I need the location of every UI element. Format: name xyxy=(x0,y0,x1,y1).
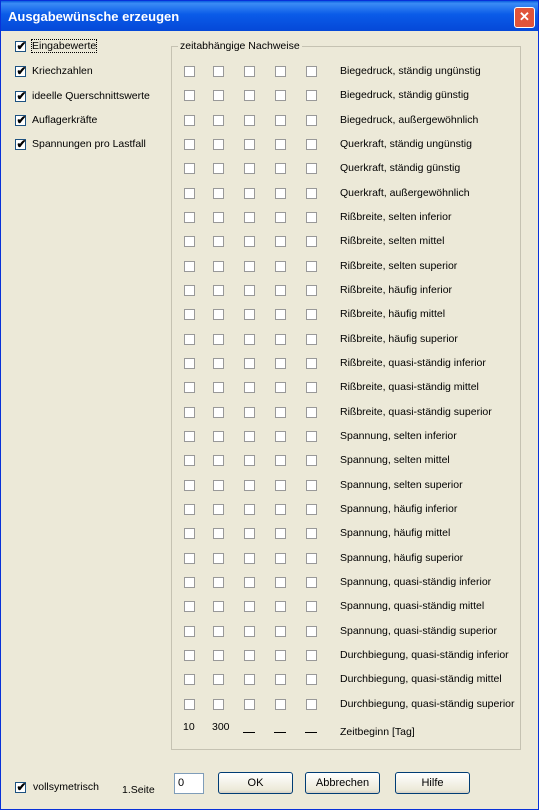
grid-checkbox[interactable] xyxy=(244,139,255,150)
grid-checkbox[interactable] xyxy=(184,115,195,126)
grid-checkbox[interactable] xyxy=(306,528,317,539)
grid-checkbox[interactable] xyxy=(213,236,224,247)
grid-checkbox[interactable] xyxy=(306,407,317,418)
hilfe-button[interactable]: Hilfe xyxy=(395,772,470,794)
row-label: Biegedruck, außergewöhnlich xyxy=(340,114,479,126)
left-option-checkbox[interactable] xyxy=(15,139,26,150)
grid-checkbox[interactable] xyxy=(275,674,286,685)
grid-checkbox[interactable] xyxy=(184,66,195,77)
grid-checkbox[interactable] xyxy=(213,261,224,272)
grid-checkbox[interactable] xyxy=(275,285,286,296)
grid-checkbox[interactable] xyxy=(244,285,255,296)
time-value[interactable]: 300 xyxy=(212,721,230,733)
seite-input[interactable]: 0 xyxy=(174,773,204,794)
seite-label: 1.Seite xyxy=(122,784,155,796)
grid-checkbox[interactable] xyxy=(184,309,195,320)
grid-checkbox[interactable] xyxy=(244,212,255,223)
time-empty-dash[interactable] xyxy=(305,732,317,733)
grid-checkbox[interactable] xyxy=(213,115,224,126)
grid-checkbox[interactable] xyxy=(213,431,224,442)
grid-checkbox[interactable] xyxy=(275,309,286,320)
grid-checkbox[interactable] xyxy=(184,334,195,345)
grid-checkbox[interactable] xyxy=(213,504,224,515)
row-label: Durchbiegung, quasi-ständig inferior xyxy=(340,649,509,661)
grid-checkbox[interactable] xyxy=(306,553,317,564)
grid-checkbox[interactable] xyxy=(213,601,224,612)
grid-checkbox[interactable] xyxy=(184,480,195,491)
grid-checkbox[interactable] xyxy=(213,528,224,539)
grid-checkbox[interactable] xyxy=(184,188,195,199)
row-label: Rißbreite, häufig mittel xyxy=(340,308,446,320)
row-label: Spannung, quasi-ständig inferior xyxy=(340,576,492,588)
grid-checkbox[interactable] xyxy=(275,480,286,491)
grid-checkbox[interactable] xyxy=(306,504,317,515)
grid-checkbox[interactable] xyxy=(275,601,286,612)
grid-checkbox[interactable] xyxy=(275,455,286,466)
grid-checkbox[interactable] xyxy=(184,650,195,661)
grid-checkbox[interactable] xyxy=(275,261,286,272)
grid-checkbox[interactable] xyxy=(244,261,255,272)
grid-checkbox[interactable] xyxy=(244,382,255,393)
check-icon: ✔ xyxy=(16,137,27,151)
row-label: Spannung, häufig mittel xyxy=(340,527,451,539)
grid-checkbox[interactable] xyxy=(275,139,286,150)
grid-checkbox[interactable] xyxy=(275,577,286,588)
grid-checkbox[interactable] xyxy=(184,504,195,515)
grid-checkbox[interactable] xyxy=(184,455,195,466)
grid-checkbox[interactable] xyxy=(306,431,317,442)
grid-checkbox[interactable] xyxy=(244,90,255,101)
grid-checkbox[interactable] xyxy=(244,309,255,320)
grid-checkbox[interactable] xyxy=(306,577,317,588)
grid-checkbox[interactable] xyxy=(306,309,317,320)
grid-checkbox[interactable] xyxy=(275,431,286,442)
grid-checkbox[interactable] xyxy=(244,674,255,685)
grid-checkbox[interactable] xyxy=(244,236,255,247)
grid-checkbox[interactable] xyxy=(244,334,255,345)
grid-checkbox[interactable] xyxy=(275,115,286,126)
left-option-label: ideelle Querschnittswerte xyxy=(32,90,150,102)
vollsymetrisch-label: vollsymetrisch xyxy=(33,781,99,793)
grid-checkbox[interactable] xyxy=(184,285,195,296)
grid-checkbox[interactable] xyxy=(184,382,195,393)
grid-checkbox[interactable] xyxy=(306,139,317,150)
left-option-checkbox[interactable] xyxy=(15,66,26,77)
grid-checkbox[interactable] xyxy=(184,553,195,564)
grid-checkbox[interactable] xyxy=(213,66,224,77)
grid-checkbox[interactable] xyxy=(213,455,224,466)
grid-checkbox[interactable] xyxy=(306,285,317,296)
grid-checkbox[interactable] xyxy=(306,382,317,393)
grid-checkbox[interactable] xyxy=(244,163,255,174)
row-label: Rißbreite, selten mittel xyxy=(340,235,445,247)
left-option-label: Spannungen pro Lastfall xyxy=(32,138,146,150)
grid-checkbox[interactable] xyxy=(213,358,224,369)
row-label: Durchbiegung, quasi-ständig mittel xyxy=(340,673,502,685)
grid-checkbox[interactable] xyxy=(184,261,195,272)
grid-checkbox[interactable] xyxy=(306,115,317,126)
grid-checkbox[interactable] xyxy=(213,334,224,345)
grid-checkbox[interactable] xyxy=(213,626,224,637)
grid-checkbox[interactable] xyxy=(213,309,224,320)
grid-checkbox[interactable] xyxy=(184,139,195,150)
grid-checkbox[interactable] xyxy=(213,480,224,491)
left-option-label: Kriechzahlen xyxy=(32,65,93,77)
grid-checkbox[interactable] xyxy=(306,601,317,612)
grid-checkbox[interactable] xyxy=(306,699,317,710)
grid-checkbox[interactable] xyxy=(213,285,224,296)
grid-checkbox[interactable] xyxy=(275,626,286,637)
grid-checkbox[interactable] xyxy=(244,66,255,77)
grid-checkbox[interactable] xyxy=(184,626,195,637)
grid-checkbox[interactable] xyxy=(184,358,195,369)
grid-checkbox[interactable] xyxy=(213,674,224,685)
row-label: Durchbiegung, quasi-ständig superior xyxy=(340,698,515,710)
check-icon: ✔ xyxy=(16,780,27,794)
grid-checkbox[interactable] xyxy=(275,163,286,174)
row-label: Querkraft, ständig günstig xyxy=(340,162,461,174)
grid-checkbox[interactable] xyxy=(306,626,317,637)
grid-checkbox[interactable] xyxy=(244,188,255,199)
grid-checkbox[interactable] xyxy=(275,358,286,369)
grid-checkbox[interactable] xyxy=(244,577,255,588)
grid-checkbox[interactable] xyxy=(275,504,286,515)
time-empty-dash[interactable] xyxy=(243,732,255,733)
grid-checkbox[interactable] xyxy=(306,480,317,491)
grid-checkbox[interactable] xyxy=(184,674,195,685)
check-icon: ✔ xyxy=(16,64,27,78)
row-label: Spannung, häufig superior xyxy=(340,552,464,564)
title-bar[interactable] xyxy=(1,1,538,31)
grid-checkbox[interactable] xyxy=(184,236,195,247)
grid-checkbox[interactable] xyxy=(306,90,317,101)
grid-checkbox[interactable] xyxy=(213,407,224,418)
left-option-label: Eingabewerte xyxy=(32,40,97,52)
time-label: Zeitbeginn [Tag] xyxy=(340,726,415,738)
grid-checkbox[interactable] xyxy=(184,407,195,418)
left-option-checkbox[interactable] xyxy=(15,91,26,102)
grid-checkbox[interactable] xyxy=(244,407,255,418)
window-title: Ausgabewünsche erzeugen xyxy=(8,9,180,24)
grid-checkbox[interactable] xyxy=(275,528,286,539)
group-box xyxy=(171,46,521,750)
grid-checkbox[interactable] xyxy=(275,407,286,418)
grid-checkbox[interactable] xyxy=(184,90,195,101)
close-button[interactable] xyxy=(514,7,535,28)
row-label: Biegedruck, ständig günstig xyxy=(340,89,469,101)
grid-checkbox[interactable] xyxy=(306,455,317,466)
grid-checkbox[interactable] xyxy=(306,163,317,174)
grid-checkbox[interactable] xyxy=(306,188,317,199)
check-icon: ✔ xyxy=(16,39,27,53)
grid-checkbox[interactable] xyxy=(244,601,255,612)
grid-checkbox[interactable] xyxy=(184,528,195,539)
grid-checkbox[interactable] xyxy=(275,90,286,101)
time-empty-dash[interactable] xyxy=(274,732,286,733)
row-label: Querkraft, außergewöhnlich xyxy=(340,187,470,199)
grid-checkbox[interactable] xyxy=(275,699,286,710)
grid-checkbox[interactable] xyxy=(213,163,224,174)
row-label: Spannung, selten inferior xyxy=(340,430,457,442)
grid-checkbox[interactable] xyxy=(213,650,224,661)
check-icon: ✔ xyxy=(16,113,27,127)
row-label: Rißbreite, selten inferior xyxy=(340,211,452,223)
left-option-checkbox[interactable] xyxy=(15,115,26,126)
grid-checkbox[interactable] xyxy=(244,504,255,515)
grid-checkbox[interactable] xyxy=(306,674,317,685)
row-label: Rißbreite, häufig superior xyxy=(340,333,458,345)
grid-checkbox[interactable] xyxy=(184,163,195,174)
grid-checkbox[interactable] xyxy=(213,699,224,710)
close-icon: ✕ xyxy=(519,9,530,24)
row-label: Rißbreite, quasi-ständig mittel xyxy=(340,381,479,393)
grid-checkbox[interactable] xyxy=(184,601,195,612)
grid-checkbox[interactable] xyxy=(213,577,224,588)
grid-checkbox[interactable] xyxy=(244,431,255,442)
group-legend: zeitabhängige Nachweise xyxy=(180,40,300,52)
row-label: Biegedruck, ständig ungünstig xyxy=(340,65,481,77)
grid-checkbox[interactable] xyxy=(213,382,224,393)
row-label: Querkraft, ständig ungünstig xyxy=(340,138,472,150)
row-label: Rißbreite, häufig inferior xyxy=(340,284,453,296)
grid-checkbox[interactable] xyxy=(306,650,317,661)
grid-checkbox[interactable] xyxy=(244,115,255,126)
grid-checkbox[interactable] xyxy=(306,358,317,369)
grid-checkbox[interactable] xyxy=(213,212,224,223)
row-label: Spannung, häufig inferior xyxy=(340,503,458,515)
grid-checkbox[interactable] xyxy=(275,382,286,393)
abbrechen-button[interactable]: Abbrechen xyxy=(305,772,380,794)
grid-checkbox[interactable] xyxy=(184,431,195,442)
grid-checkbox[interactable] xyxy=(184,699,195,710)
grid-checkbox[interactable] xyxy=(244,626,255,637)
row-label: Spannung, selten mittel xyxy=(340,454,450,466)
grid-checkbox[interactable] xyxy=(184,577,195,588)
grid-checkbox[interactable] xyxy=(275,188,286,199)
grid-checkbox[interactable] xyxy=(275,66,286,77)
grid-checkbox[interactable] xyxy=(244,528,255,539)
grid-checkbox[interactable] xyxy=(244,480,255,491)
row-label: Spannung, quasi-ständig superior xyxy=(340,625,498,637)
time-value[interactable]: 10 xyxy=(183,721,195,733)
grid-checkbox[interactable] xyxy=(244,358,255,369)
row-label: Rißbreite, quasi-ständig inferior xyxy=(340,357,486,369)
grid-checkbox[interactable] xyxy=(275,553,286,564)
row-label: Rißbreite, quasi-ständig superior xyxy=(340,406,492,418)
grid-checkbox[interactable] xyxy=(244,455,255,466)
row-label: Spannung, quasi-ständig mittel xyxy=(340,600,485,612)
left-option-checkbox[interactable] xyxy=(15,41,26,52)
grid-checkbox[interactable] xyxy=(213,553,224,564)
grid-checkbox[interactable] xyxy=(213,90,224,101)
row-label: Spannung, selten superior xyxy=(340,479,463,491)
grid-checkbox[interactable] xyxy=(184,212,195,223)
grid-checkbox[interactable] xyxy=(275,236,286,247)
grid-checkbox[interactable] xyxy=(213,188,224,199)
row-label: Rißbreite, selten superior xyxy=(340,260,458,272)
vollsymetrisch-checkbox[interactable] xyxy=(15,782,26,793)
grid-checkbox[interactable] xyxy=(244,553,255,564)
grid-checkbox[interactable] xyxy=(275,212,286,223)
grid-checkbox[interactable] xyxy=(275,334,286,345)
left-option-label: Auflagerkräfte xyxy=(32,114,98,126)
grid-checkbox[interactable] xyxy=(275,650,286,661)
check-icon: ✔ xyxy=(16,89,27,103)
grid-checkbox[interactable] xyxy=(306,66,317,77)
grid-checkbox[interactable] xyxy=(244,650,255,661)
grid-checkbox[interactable] xyxy=(306,261,317,272)
ok-button[interactable]: OK xyxy=(218,772,293,794)
grid-checkbox[interactable] xyxy=(213,139,224,150)
grid-checkbox[interactable] xyxy=(306,334,317,345)
grid-checkbox[interactable] xyxy=(306,212,317,223)
grid-checkbox[interactable] xyxy=(306,236,317,247)
grid-checkbox[interactable] xyxy=(244,699,255,710)
